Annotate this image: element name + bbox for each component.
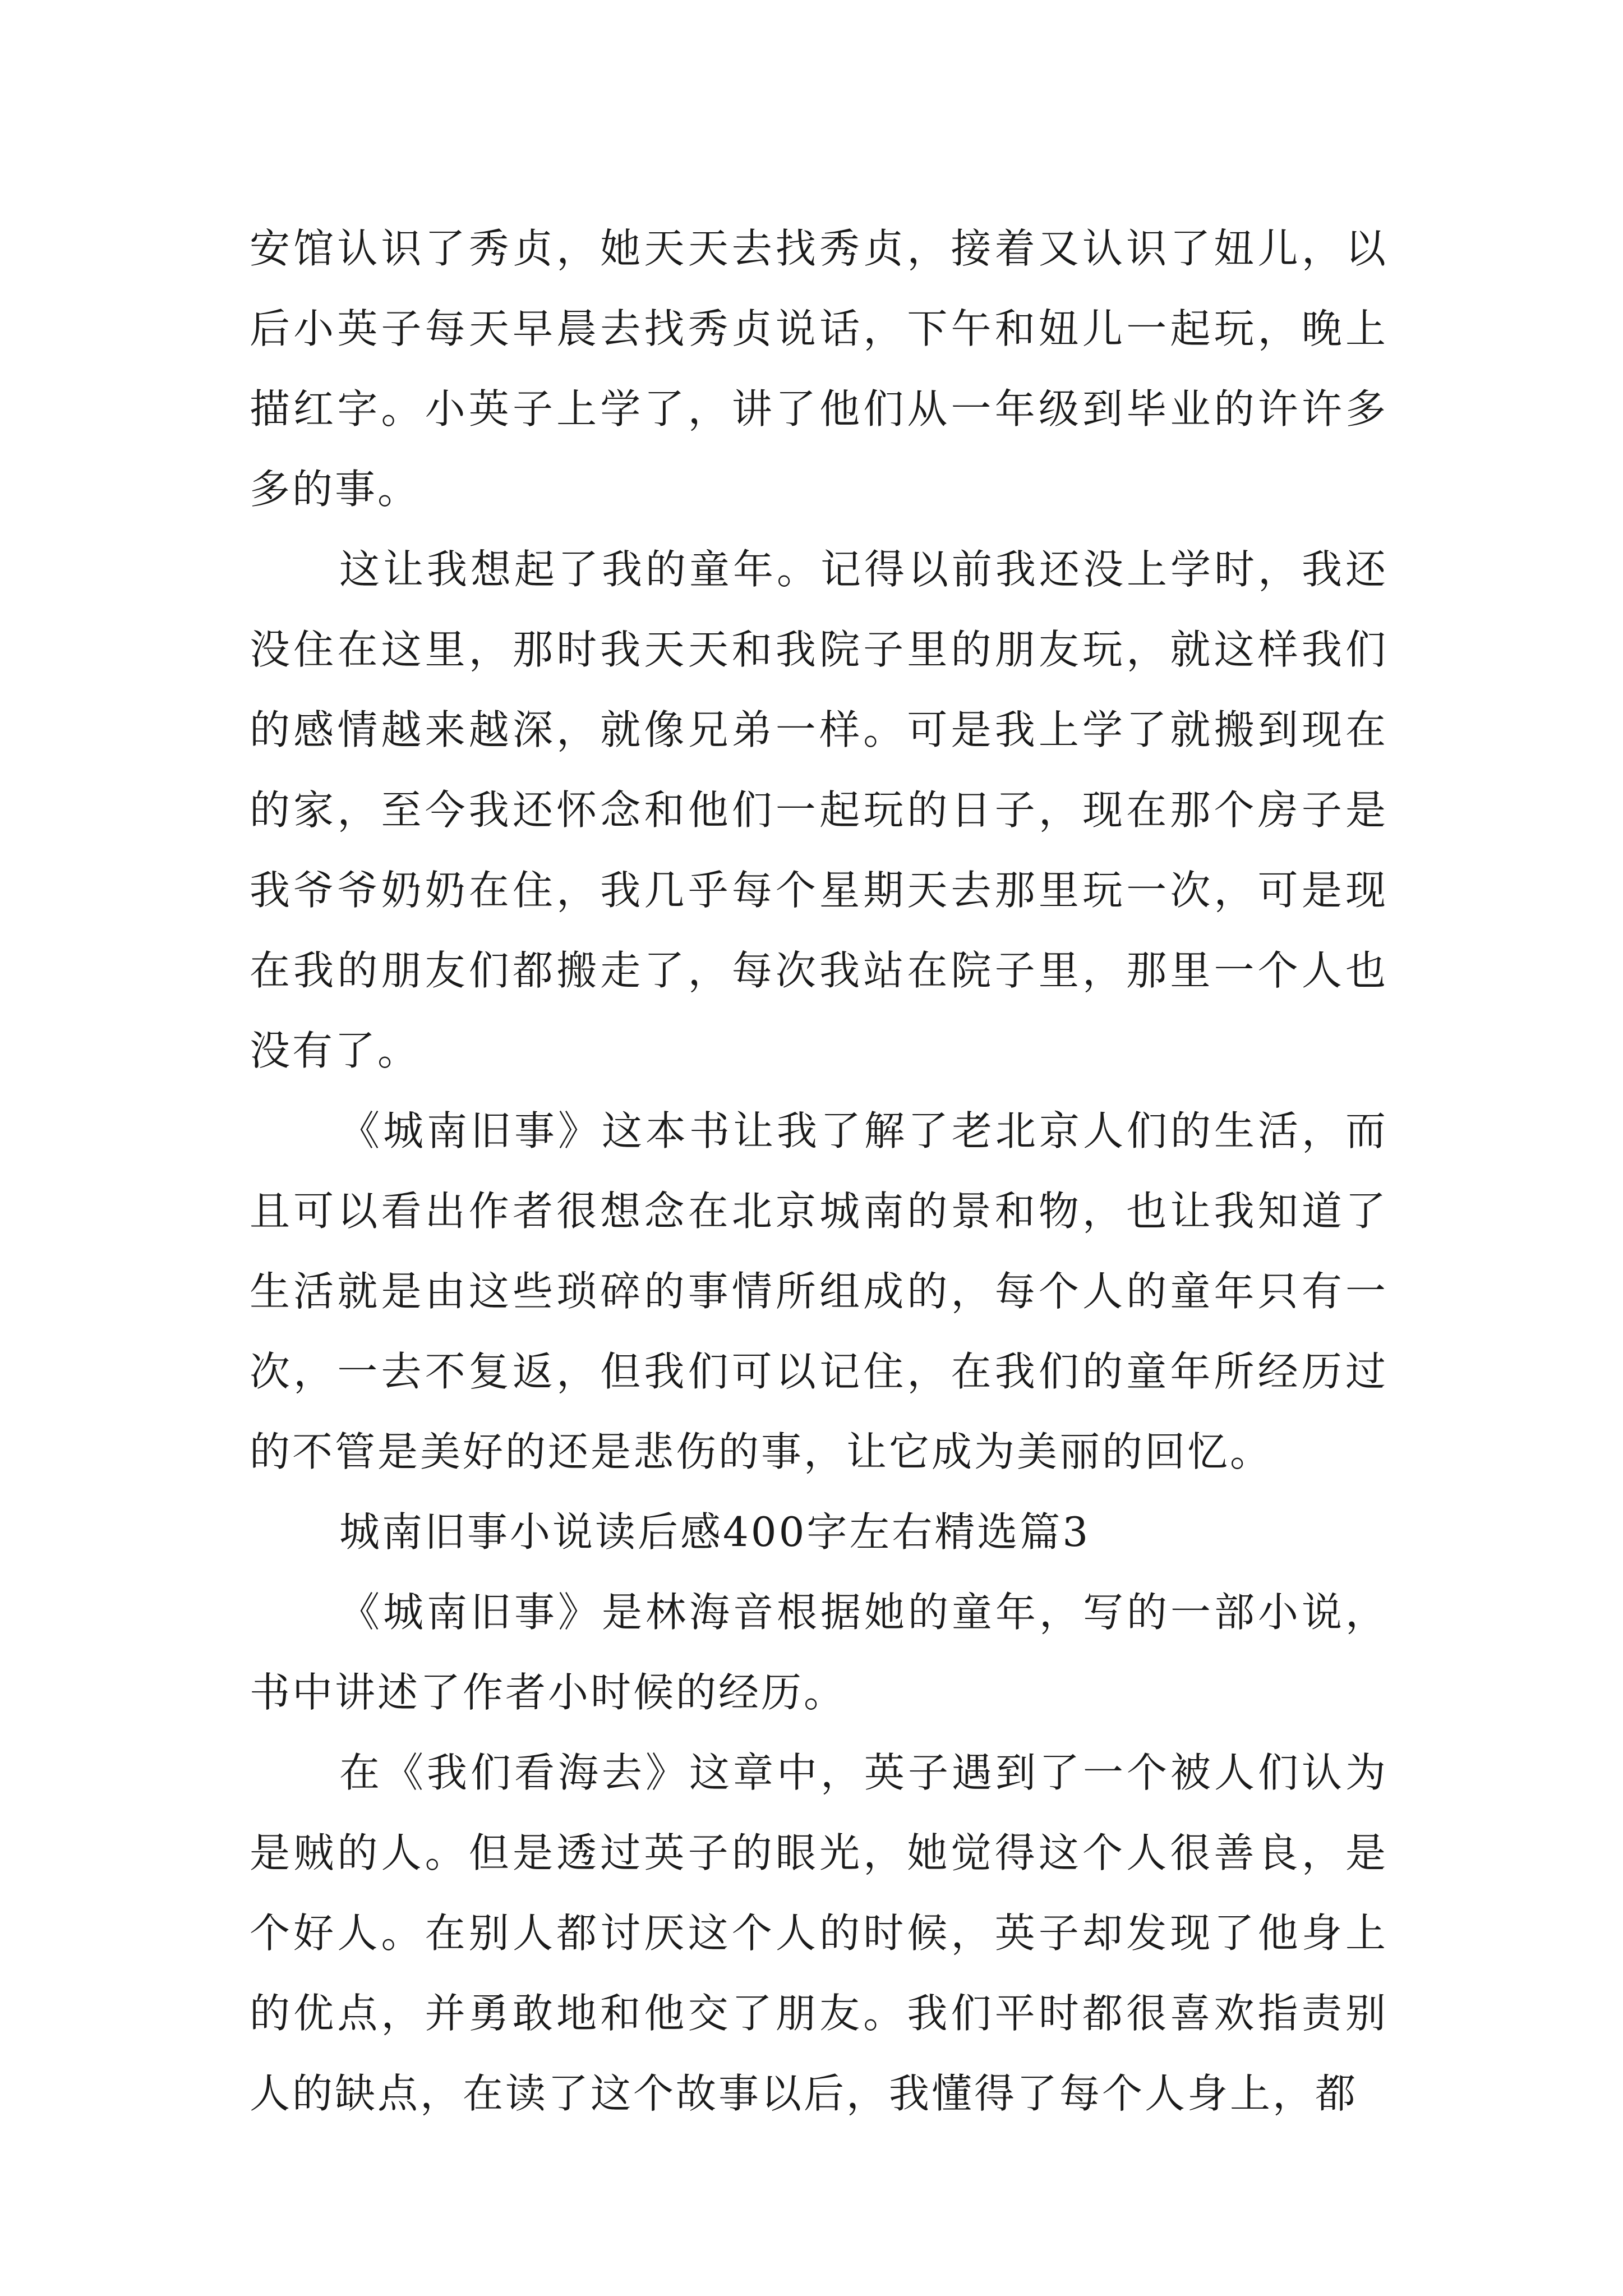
paragraph-2: 这让我想起了我的童年。记得以前我还没上学时，我还没住在这里，那时我天天和我院子里的朋友玩，就这样我们的感情越来越深，就像兄弟一样。可是我上学了就搬到现在的家，至今我还怀念和他们一起玩的日子，现在那个房子是我爷爷奶奶在住，我几乎每个星期天去那里玩一次，可是现在我的朋友们都搬走了，每次我站在院子里，那里一个人也没有了。: [250, 546, 1388, 1074]
paragraph-1: 安馆认识了秀贞，她天天去找秀贞，接着又认识了妞儿，以后小英子每天早晨去找秀贞说话，下午和妞儿一起玩，晚上描红字。小英子上学了，讲了他们从一年级到毕业的许许多多的事。: [250, 225, 1388, 513]
paragraph-4: 《城南旧事》是林海音根据她的童年，写的一部小说，书中讲述了作者小时候的经历。: [250, 1589, 1388, 1716]
document-page: [250, 209, 1388, 2134]
paragraph-3: 《城南旧事》这本书让我了解了老北京人们的生活，而且可以看出作者很想念在北京城南的景和物，也让我知道了生活就是由这些琐碎的事情所组成的，每个人的童年只有一次，一去不复返，但我们可以记住，在我们的童年所经历过的不管是美好的还是悲伤的事，让它成为美丽的回忆。: [250, 1107, 1388, 1475]
paragraph-5: 在《我们看海去》这章中，英子遇到了一个被人们认为是贼的人。但是透过英子的眼光，她觉得这个人很善良，是个好人。在别人都讨厌这个人的时候，英子却发现了他身上的优点，并勇敢地和他交了朋友。我们平时都很喜欢指责别人的缺点，在读了这个故事以后，我懂得了每个人身上，都: [250, 1749, 1388, 2117]
section-heading: 城南旧事小说读后感400字左右精选篇3: [339, 1508, 1091, 1556]
